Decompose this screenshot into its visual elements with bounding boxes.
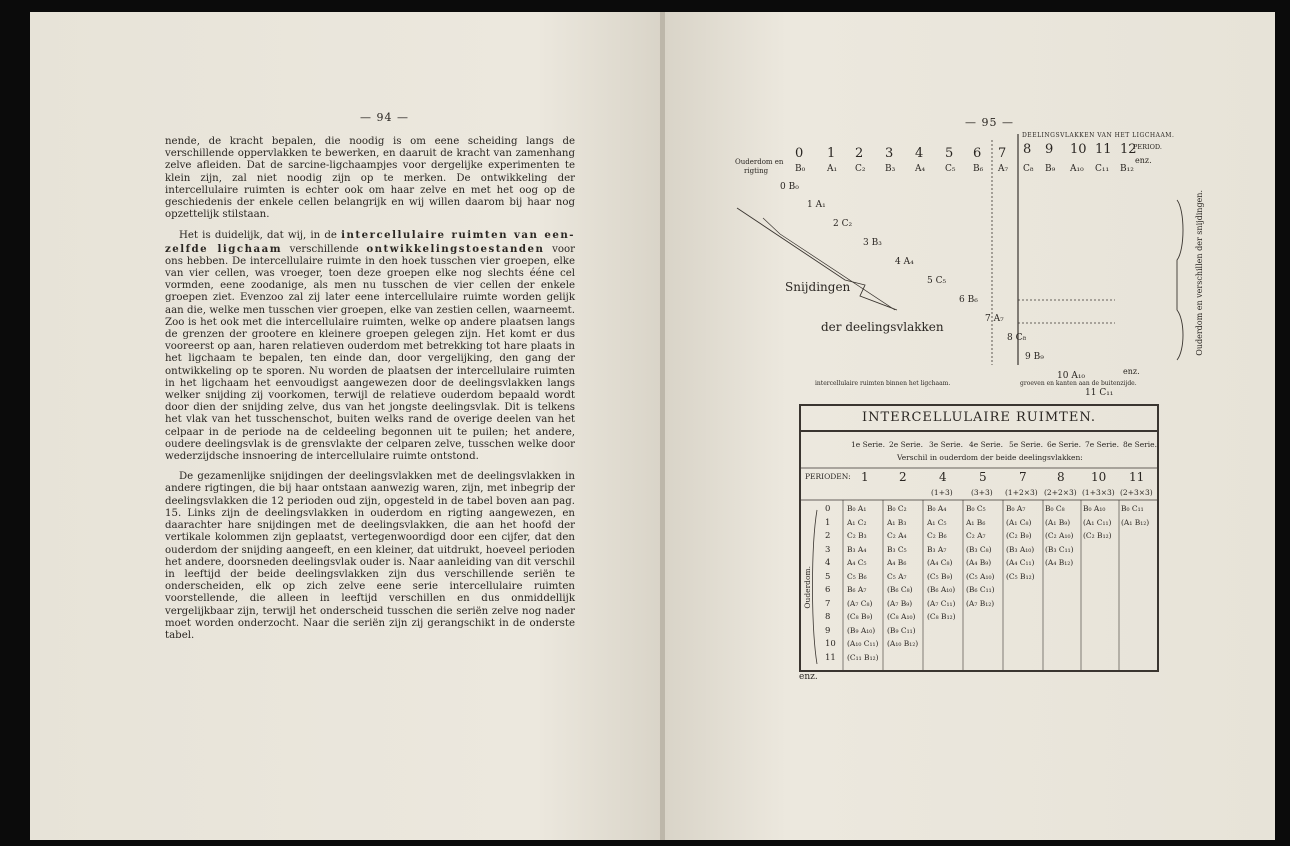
scheme-row-label: 3 B₃ [863, 238, 882, 248]
table-series-header: 8e Serie. [1123, 440, 1157, 449]
book-spread [30, 12, 1275, 840]
table-series-header: 3e Serie. [929, 440, 963, 449]
scheme-enz-top: enz. [1135, 156, 1152, 165]
scheme-col-num: 6 [973, 146, 982, 161]
scheme-lines [735, 130, 1255, 380]
table-formula: (2+3×3) [1120, 488, 1153, 497]
table-cell: A₄ C₅ [847, 558, 867, 567]
scheme-col-letter: B₃ [885, 164, 896, 174]
table-cell: B₃ A₇ [927, 544, 947, 554]
table-cell: (B₃ C₈) [966, 544, 992, 554]
table-cell: B₀ A₁₀ [1083, 504, 1106, 513]
paragraph-2-mid: verschillende [289, 243, 359, 255]
paragraph-2-emphasis-2: ontwikkelingstoestanden [366, 242, 545, 255]
table-cell: B₀ C₁₁ [1121, 504, 1144, 513]
table-cell: (C₁₁ B₁₂) [847, 652, 879, 662]
table-cell: C₂ B₃ [847, 531, 867, 540]
scheme-col-num: 7 [998, 146, 1007, 161]
table-cell: B₀ C₈ [1045, 504, 1065, 513]
table-cell: (C₂ B₁₂) [1083, 531, 1112, 540]
table-cell: (C₈ A₁₀) [887, 612, 916, 621]
table-title: INTERCELLULAIRE RUIMTEN. [801, 406, 1157, 432]
table-cell: (A₁₀ B₁₂) [887, 639, 919, 648]
table-cell: B₃ C₅ [887, 544, 907, 554]
scheme-col-num: 9 [1045, 142, 1054, 157]
table-row-age: 1 [825, 517, 831, 528]
table-cell: (A₄ B₉) [966, 558, 992, 567]
table-verschil-value: 11 [1129, 470, 1145, 484]
page-number-left: — 94 — [360, 111, 409, 124]
scheme-col-num: 4 [915, 146, 924, 161]
table-formula: (1+2×3) [1005, 488, 1038, 497]
table-cell: C₅ A₇ [887, 571, 907, 581]
scheme-col-letter: C₅ [945, 164, 956, 174]
table-row-age: 9 [825, 625, 831, 636]
table-row-age: 2 [825, 531, 831, 541]
table-series-header: 4e Serie. [969, 440, 1003, 449]
table-row-age: 4 [825, 558, 831, 568]
table-cell: B₀ C₂ [887, 504, 907, 513]
table-verschil-value: 5 [979, 470, 987, 484]
scheme-row-label: 8 C₈ [1007, 333, 1027, 343]
scheme-col-num: 3 [885, 146, 894, 161]
table-cell: (A₁ B₁₂) [1121, 517, 1150, 527]
scheme-col-num: 2 [855, 146, 864, 161]
scheme-col-letter: C₁₁ [1095, 164, 1110, 174]
scheme-row-label: 6 B₆ [959, 295, 978, 305]
scheme-row-label: 10 A₁₀ [1057, 371, 1086, 381]
scheme-row-label: 7 A₇ [985, 314, 1004, 324]
table-cell: B₀ C₅ [966, 504, 986, 513]
table-row-age: 5 [825, 571, 831, 582]
table-cell: (A₇ B₉) [887, 598, 913, 608]
table-verschil-value: 1 [861, 470, 869, 484]
scheme-col-letter: A₇ [998, 164, 1009, 174]
scheme-col-letter: C₂ [855, 164, 866, 174]
scheme-deelingsvlakken-label: der deelingsvlakken [821, 320, 944, 334]
scheme-row-label: 5 C₅ [927, 276, 947, 286]
table-cell: B₀ A₁ [847, 504, 867, 513]
scheme-col-letter: A₁₀ [1070, 164, 1084, 174]
scheme-col-letter: C₈ [1023, 164, 1034, 174]
table-cell: A₁ B₃ [887, 517, 907, 527]
table-cell: (A₇ B₁₂) [966, 598, 995, 608]
table-row-age: 3 [825, 544, 831, 555]
left-page [30, 12, 662, 840]
table-perioden-label: PERIODEN: [805, 472, 851, 481]
scheme-col-num: 5 [945, 146, 954, 161]
table-row-age: 10 [825, 639, 836, 649]
scheme-col-letter: A₁ [827, 164, 838, 174]
paragraph-1: nende, de kracht bepalen, die noodig is om eene scheiding langs de verschillende oppervlakken te bewerken, en daaruit de kracht van zamenhang zelve afleiden. Dat de sarcine-ligchaampjes voor dergelijke experimenten te klein zijn, zal niet noodig zijn op te merken. De ontwikkeling der intercellulaire ruimten is echter ook om haar zelve en met het oog op de geschiedenis der enkele cellen belangrijk en wij willen daarom bij haar nog opzettelijk stilstaan. [165, 136, 575, 221]
scheme-row-label: 0 B₀ [780, 182, 799, 192]
scheme-perioden-label: PERIOD. [1133, 143, 1162, 151]
scheme-col-num: 12 [1120, 142, 1137, 157]
paragraph-2 [165, 229, 575, 463]
table-enz: enz. [799, 672, 818, 682]
scheme-caption-right: groeven en kanten aan de buitenzijde. [1020, 380, 1137, 387]
table-cell: (A₄ B₁₂) [1045, 558, 1074, 567]
table-cell: A₁ C₂ [847, 517, 867, 527]
paragraph-2-lead: Het is duidelijk, dat wij, in de [179, 230, 337, 242]
right-page [665, 12, 1275, 840]
scheme-top-header: DEELINGSVLAKKEN VAN HET LIGCHAAM. [1022, 132, 1175, 139]
table-cell: A₁ B₆ [966, 517, 986, 527]
scheme-caption-left: intercellulaire ruimten binnen het ligchaam. [815, 380, 951, 387]
intercellular-spaces-table [799, 404, 1159, 672]
table-cell: (A₇ C₁₁) [927, 598, 956, 608]
table-cell: (C₂ A₁₀) [1045, 531, 1074, 540]
scheme-col-num: 8 [1023, 142, 1032, 157]
table-series-header: 1e Serie. [851, 440, 885, 449]
table-cell: B₀ A₄ [927, 504, 947, 513]
table-cell: B₆ A₇ [847, 585, 867, 594]
scheme-snijdingen-label: Snijdingen [785, 280, 851, 294]
left-body-text [165, 136, 575, 650]
table-cell: (C₈ B₁₂) [927, 612, 956, 621]
table-series-header: 5e Serie. [1009, 440, 1043, 449]
scheme-col-num: 10 [1070, 142, 1087, 157]
table-cell: (B₃ A₁₀) [1006, 544, 1035, 554]
page-number-right: — 95 — [965, 116, 1014, 129]
scheme-col-letter: B₉ [1045, 164, 1056, 174]
table-cell: (A₁ B₉) [1045, 517, 1071, 527]
table-cell: (A₇ C₈) [847, 598, 873, 608]
scheme-row-label: 1 A₁ [807, 200, 826, 210]
table-cell: (B₉ A₁₀) [847, 625, 876, 635]
table-cell: C₂ A₄ [887, 531, 907, 540]
table-cell: C₅ B₆ [847, 571, 867, 581]
scheme-row-label: 2 C₂ [833, 219, 853, 229]
table-cell: (B₆ C₁₁) [966, 585, 995, 594]
table-row-age: 8 [825, 612, 831, 622]
table-cell: (C₅ A₁₀) [966, 571, 995, 581]
table-series-header: 2e Serie. [889, 440, 923, 449]
scheme-row-label: 11 C₁₁ [1085, 388, 1114, 398]
table-cell: (A₄ C₁₁) [1006, 558, 1035, 567]
scheme-enz-bottom: enz. [1123, 367, 1140, 376]
scheme-col-num: 11 [1095, 142, 1112, 157]
table-cell: C₂ A₇ [966, 531, 986, 540]
table-cell: (C₈ B₉) [847, 612, 873, 621]
table-row-age: 7 [825, 598, 831, 609]
table-cell: A₁ C₅ [927, 517, 947, 527]
table-cell: B₃ A₄ [847, 544, 867, 554]
table-formula: (1+3) [931, 488, 953, 497]
table-cell: (C₂ B₉) [1006, 531, 1032, 540]
scheme-row-label: 4 A₄ [895, 257, 914, 267]
scheme-side-label: Ouderdom en verschillen der snijdingen. [1195, 190, 1204, 356]
table-row-age: 11 [825, 652, 836, 663]
table-cell: (B₆ C₈) [887, 585, 913, 594]
table-formula: (1+3×3) [1082, 488, 1115, 497]
table-cell: (A₁ C₁₁) [1083, 517, 1112, 527]
table-verschil-value: 2 [899, 470, 907, 484]
paragraph-3: De gezamenlijke snijdingen der deelingsvlakken met de deelingsvlakken in andere rigtingen, die bij haar ontstaan aanwezig waren, zijn, met inbegrip der deelingsvlakken die 12 perioden oud zijn, opgesteld in de tabel boven aan pag. 15. Links zijn de deelingsvlakken in ouderdom en rigting aangewezen, en daarachter hare snijdingen met de deelingsvlakken, die aan het hoofd der vertikale kolommen zijn geplaatst, vertegenwoordigd door een cijfer, dat den ouderdom der snijding aangeeft, en een kleiner, dat uitdrukt, hoeveel perioden het andere, doorsneden deelingsvlak ouder is. Naar aanleiding van dit verschil in leeftijd der beide deelingsvlakken zijn dus verschillende seriën te onderscheiden, elk op zich zelve eene serie intercellulaire ruimten voorstellende, die alleen in leeftijd verschillen en dus onmiddellijk vergelijkbaar zijn, terwijl het onderscheid tusschen die seriën zelve nog nader moet worden onderzocht. Naar die seriën zijn zij gerangschikt in de onderste tabel. [165, 471, 575, 641]
table-verschil-value: 10 [1091, 470, 1107, 484]
scheme-col-letter: B₀ [795, 164, 806, 174]
table-verschil-value: 7 [1019, 470, 1027, 484]
scheme-corner-label-2: rigting [744, 167, 769, 175]
table-verschil-value: 4 [939, 470, 947, 484]
table-formula: (3+3) [971, 488, 993, 497]
scheme-col-num: 0 [795, 146, 804, 161]
scheme-col-letter: B₁₂ [1120, 164, 1134, 174]
scheme-col-letter: B₆ [973, 164, 984, 174]
paragraph-2-emphasis-1: intercellulaire ruimten van een-zelfde ligchaam [165, 229, 575, 255]
table-cell: A₄ B₆ [887, 558, 907, 567]
paragraph-2-rest: voor ons hebben. De intercellulaire ruimte in den hoek tusschen vier groepen, elke van vier cellen, was vroeger, toen deze groepen elke nog slechts ééne cel vormden, eene zoodanige, als men nu tusschen de vier cellen der enkele groepen ziet. Evenzoo zal zij later eene intercellulaire ruimte worden gelijk aan die, welke men tusschen vier groepen, elke van zestien cellen, waarneemt. Zoo is het ook met die intercellulaire ruimten, welke op andere plaatsen langs de grenzen der grootere en kleinere groepen gelegen zijn. Het komt er dus vooreerst op aan, haren relatieven ouderdom met betrekking tot hare plaats in het ligchaam te bepalen, ten einde dan, door vergelijking, den gang der ontwikkeling op te sporen. Nu worden de plaatsen der intercellulaire ruimten in het ligchaam het eenvoudigst aangewezen door de deelingsvlakken langs welker snijding zij voorkomen, terwijl de relatieve ouderdom bepaald wordt door dien der snijding zelve, dus van het jongste deelingsvlak. Dit is telkens het vlak van het tusschenschot, buiten welks rand de overige deelen van het celpaar in de periode na de celdeeling begonnen uit te puilen; het andere, oudere deelingsvlak is de grensvlakte der celparen zelve, tusschen welke door wederzijdsche insnoering de intercellulaire ruimte ontstond. [165, 243, 575, 463]
table-series-header: 6e Serie. [1047, 440, 1081, 449]
table-cell: (B₆ A₁₀) [927, 585, 956, 594]
table-cell: (A₄ C₈) [927, 558, 953, 567]
table-cell: (C₅ B₁₂) [1006, 571, 1035, 581]
table-cell: B₀ A₇ [1006, 504, 1026, 513]
table-verschil-label: Verschil in ouderdom der beide deelingsvlakken: [897, 453, 1083, 462]
table-cell: (B₃ C₁₁) [1045, 544, 1074, 554]
table-row-age: 0 [825, 504, 831, 514]
scheme-row-label: 9 B₉ [1025, 352, 1044, 362]
scheme-col-letter: A₄ [915, 164, 926, 174]
table-cell: (B₉ C₁₁) [887, 625, 916, 635]
table-row-age: 6 [825, 585, 831, 595]
table-cell: (C₅ B₉) [927, 571, 953, 581]
table-side-label: Ouderdom. [803, 566, 812, 609]
table-series-header: 7e Serie. [1085, 440, 1119, 449]
table-cell: (A₁ C₈) [1006, 517, 1032, 527]
table-formula: (2+2×3) [1044, 488, 1077, 497]
scheme-corner-label-1: Ouderdom en [735, 158, 784, 166]
table-cell: C₂ B₆ [927, 531, 947, 540]
table-cell: (A₁₀ C₁₁) [847, 639, 879, 648]
table-verschil-value: 8 [1057, 470, 1065, 484]
scheme-col-num: 1 [827, 146, 836, 161]
